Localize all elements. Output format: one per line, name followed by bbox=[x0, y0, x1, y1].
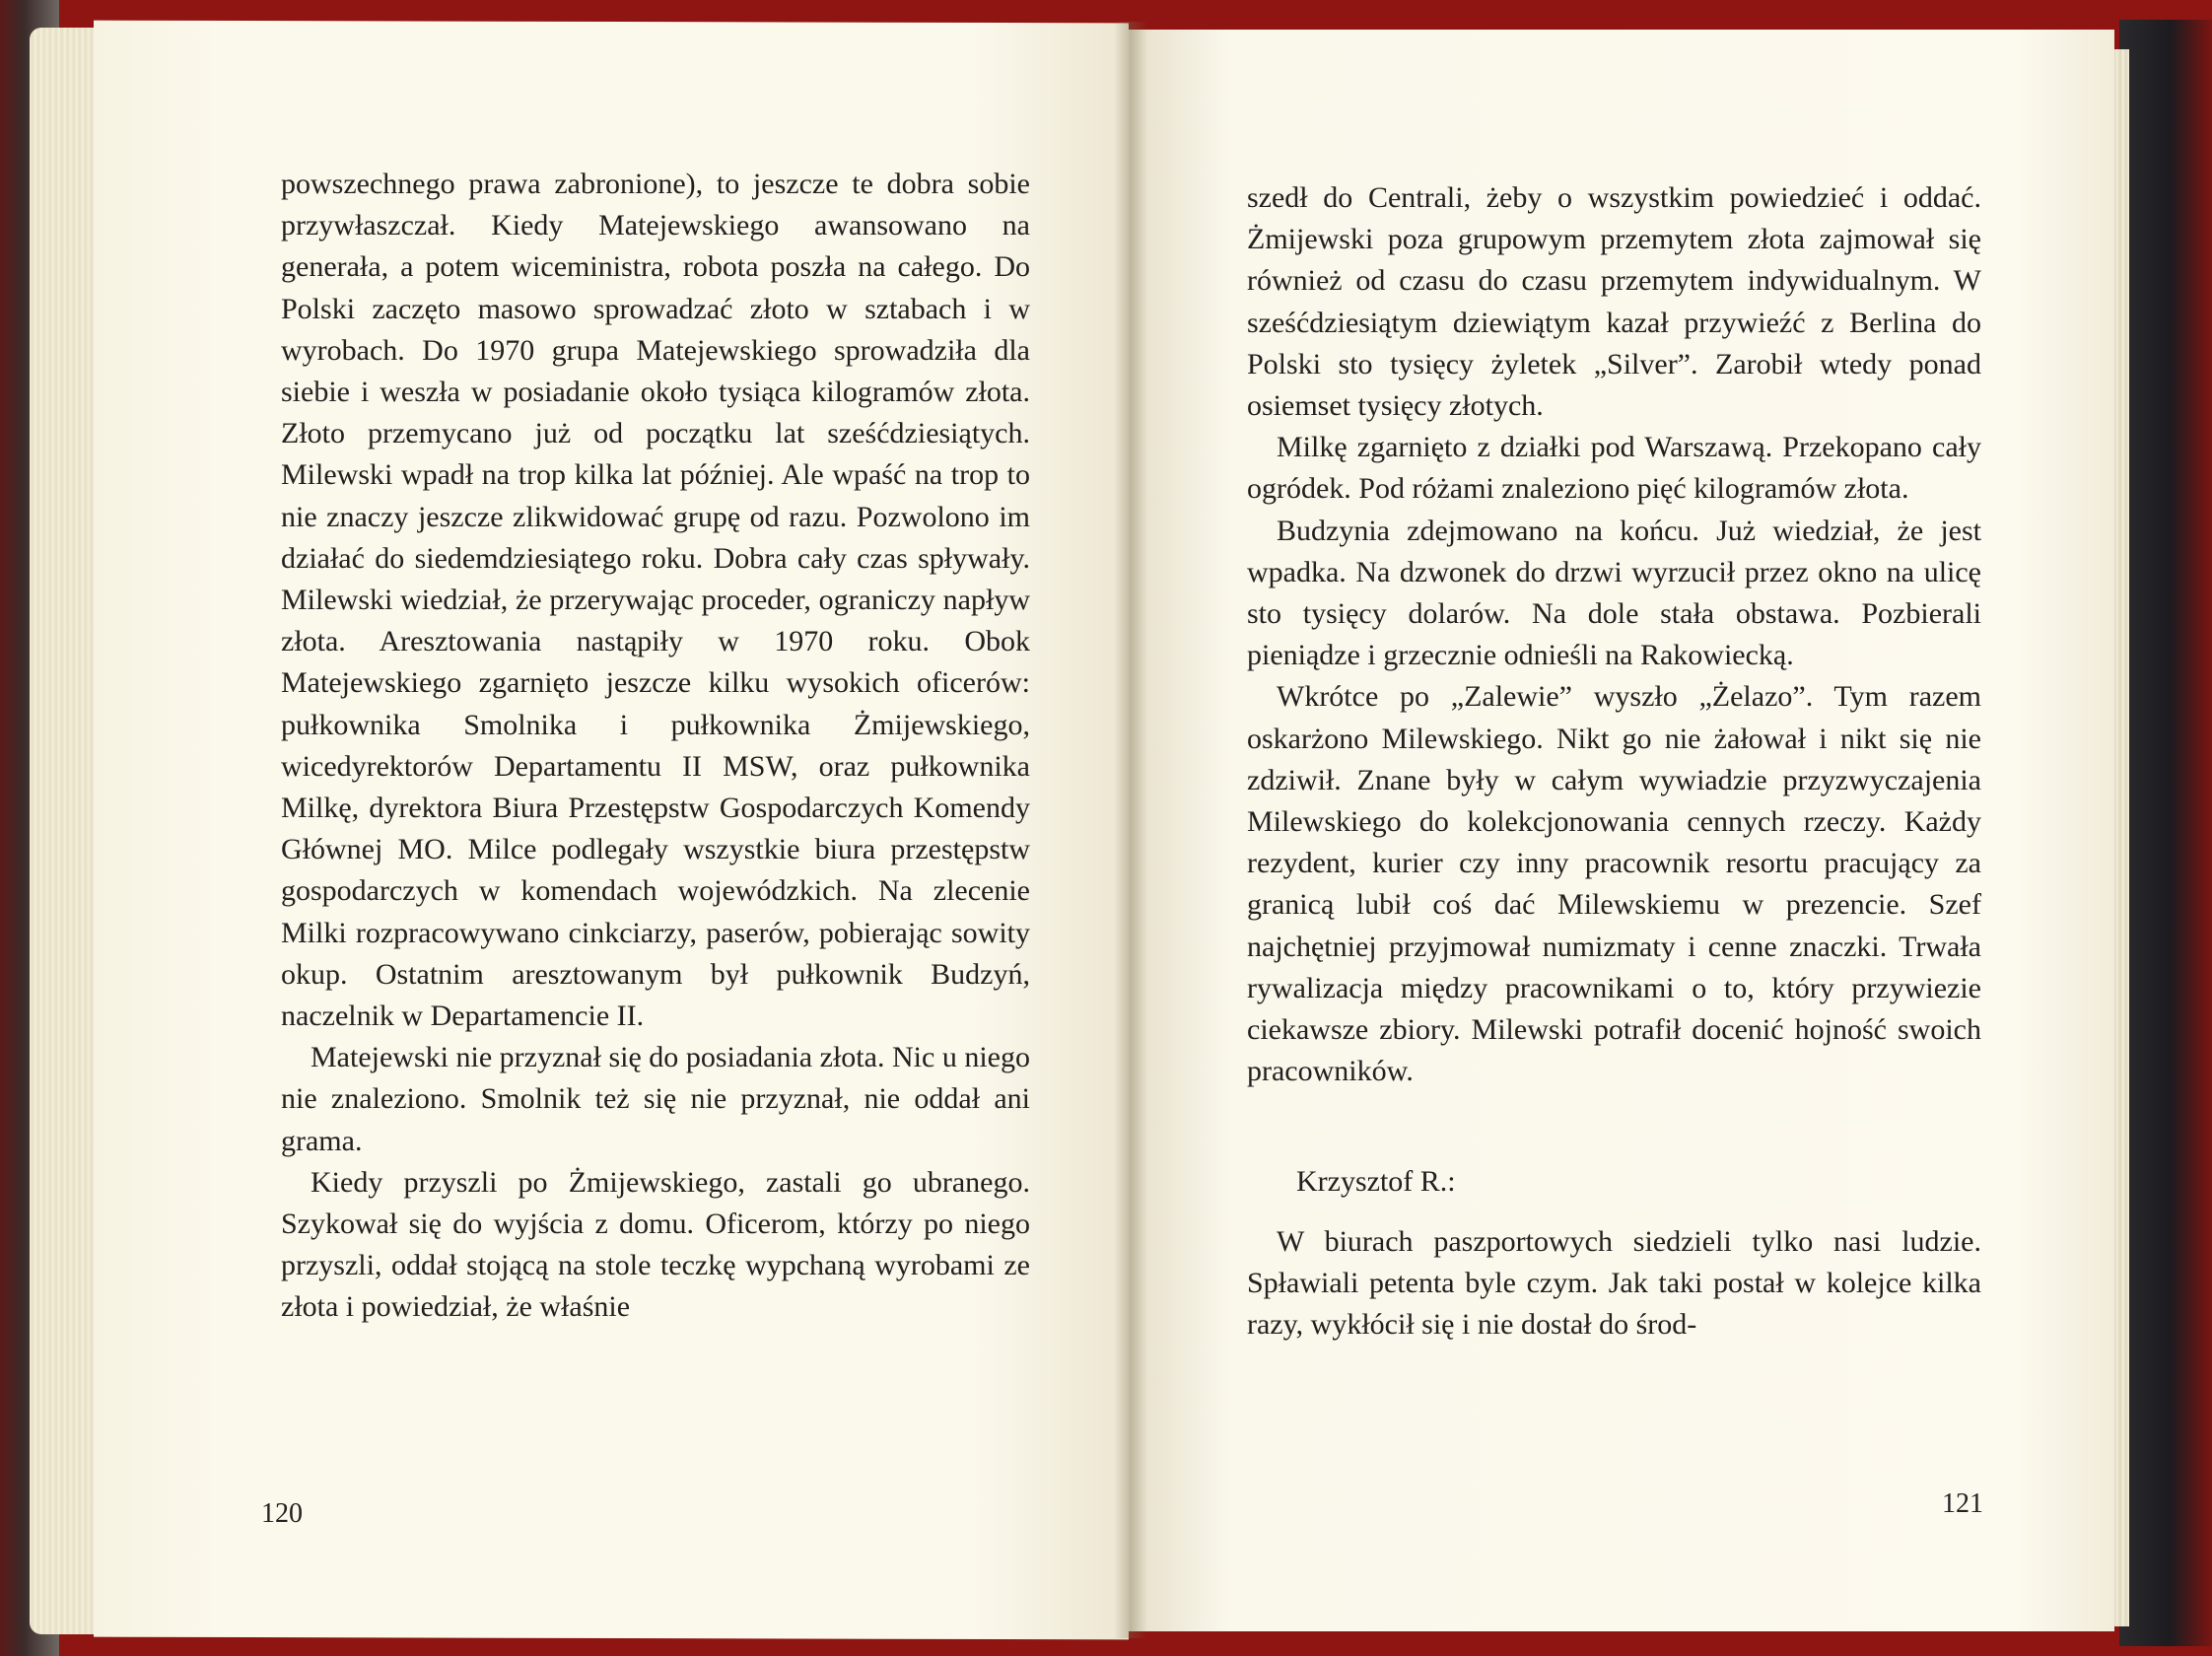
book-cover-right bbox=[2119, 20, 2212, 1646]
left-page-text bbox=[281, 164, 1030, 1329]
paragraph: Budzynia zdejmowano na końcu. Już wiedział, że jest wpadka. Na dzwonek do drzwi wyrzucił przez okno na ulicę sto tysięcy dolarów. Na dole stała obstawa. Pozbierali pieniądze i grzecznie odnieśli na Rakowiecką. bbox=[1247, 514, 1981, 672]
paragraph: szedł do Centrali, żeby o wszystkim powiedzieć i oddać. Żmijewski poza grupowym przemytem złota zajmował się również od czasu do czasu przemytem indywidualnym. W sześćdziesiątym dziewiątym kazał przywieźć z Berlina do Polski sto tysięcy żyletek „Silver”. Zarobił wtedy ponad osiemset tysięcy złotych. bbox=[1247, 181, 1981, 423]
speaker-label: Krzysztof R.: bbox=[1296, 1165, 1456, 1199]
paragraph: powszechnego prawa zabronione), to jeszcze te dobra sobie przywłaszczał. Kiedy Matejewskiego awansowano na generała, a potem wiceministra, robota poszła na całego. Do Polski zaczęto masowo sprowadzać złoto w sztabach i w wyrobach. Do 1970 grupa Matejewskiego sprowadziła dla siebie i weszła w posiadanie około tysiąca kilogramów złota. Złoto przemycano już od początku lat sześćdziesiątych. Milewski wpadł na trop kilka lat później. Ale wpaść na trop to nie znaczy jeszcze zlikwidować grupę od razu. Pozwolono im działać do siedemdziesiątego roku. Dobra cały czas spływały. Milewski wiedział, że przerywając proceder, ograniczy napływ złota. Aresztowania nastąpiły w 1970 roku. Obok Matejewskiego zgarnięto jeszcze kilku wysokich oficerów: pułkownika Smolnika i pułkownika Żmijewskiego, wicedyrektorów Departamentu II MSW, oraz pułkownika Milkę, dyrektora Biura Przestępstw Gospodarczych Komendy Głównej MO. Milce podlegały wszystkie biura przestępstw gospodarczych w komendach wojewódzkich. Na zlecenie Milki rozpracowywano cinkciarzy, paserów, pobierając sowity okup. Ostatnim aresztowanym był pułkownik Budzyń, naczelnik w Departamencie II. bbox=[281, 168, 1030, 1033]
paragraph: Milkę zgarnięto z działki pod Warszawą. Przekopano cały ogródek. Pod różami znaleziono pięć kilogramów złota. bbox=[1247, 431, 1981, 506]
paragraph: W biurach paszportowych siedzieli tylko nasi ludzie. Spławiali petenta byle czym. Jak taki postał w kolejce kilka razy, wykłócił się i nie dostał do środ- bbox=[1247, 1224, 1981, 1342]
paragraph: Matejewski nie przyznał się do posiadania złota. Nic u niego nie znaleziono. Smolnik też się nie przyznał, nie oddał ani grama. bbox=[281, 1041, 1030, 1157]
book-gutter bbox=[1114, 22, 1147, 1638]
right-page-text bbox=[1247, 177, 1981, 1346]
page-number-right: 121 bbox=[1942, 1488, 1983, 1519]
paragraph: Kiedy przyszli po Żmijewskiego, zastali go ubranego. Szykował się do wyjścia z domu. Oficerom, którzy po niego przyszli, oddał stojącą na stole teczkę wypchaną wyrobami ze złota i powiedział, że właśnie bbox=[281, 1165, 1030, 1324]
page-number-left: 120 bbox=[261, 1498, 303, 1529]
paragraph: Wkrótce po „Zalewie” wyszło „Żelazo”. Tym razem oskarżono Milewskiego. Nikt go nie żałował i nikt się nie zdziwił. Znane były w całym wywiadzie przyzwyczajenia Milewskiego do kolekcjonowania cennych rzeczy. Każdy rezydent, kurier czy inny pracownik resortu pracujący za granicą lubił coś dać Milewskiemu w prezencie. Szef najchętniej przyjmował numizmaty i cenne znaczki. Trwała rywalizacja między pracownikami o to, który przywiezie ciekawsze zbiory. Milewski potrafił docenić hojność swoich pracowników. bbox=[1247, 680, 1981, 1088]
